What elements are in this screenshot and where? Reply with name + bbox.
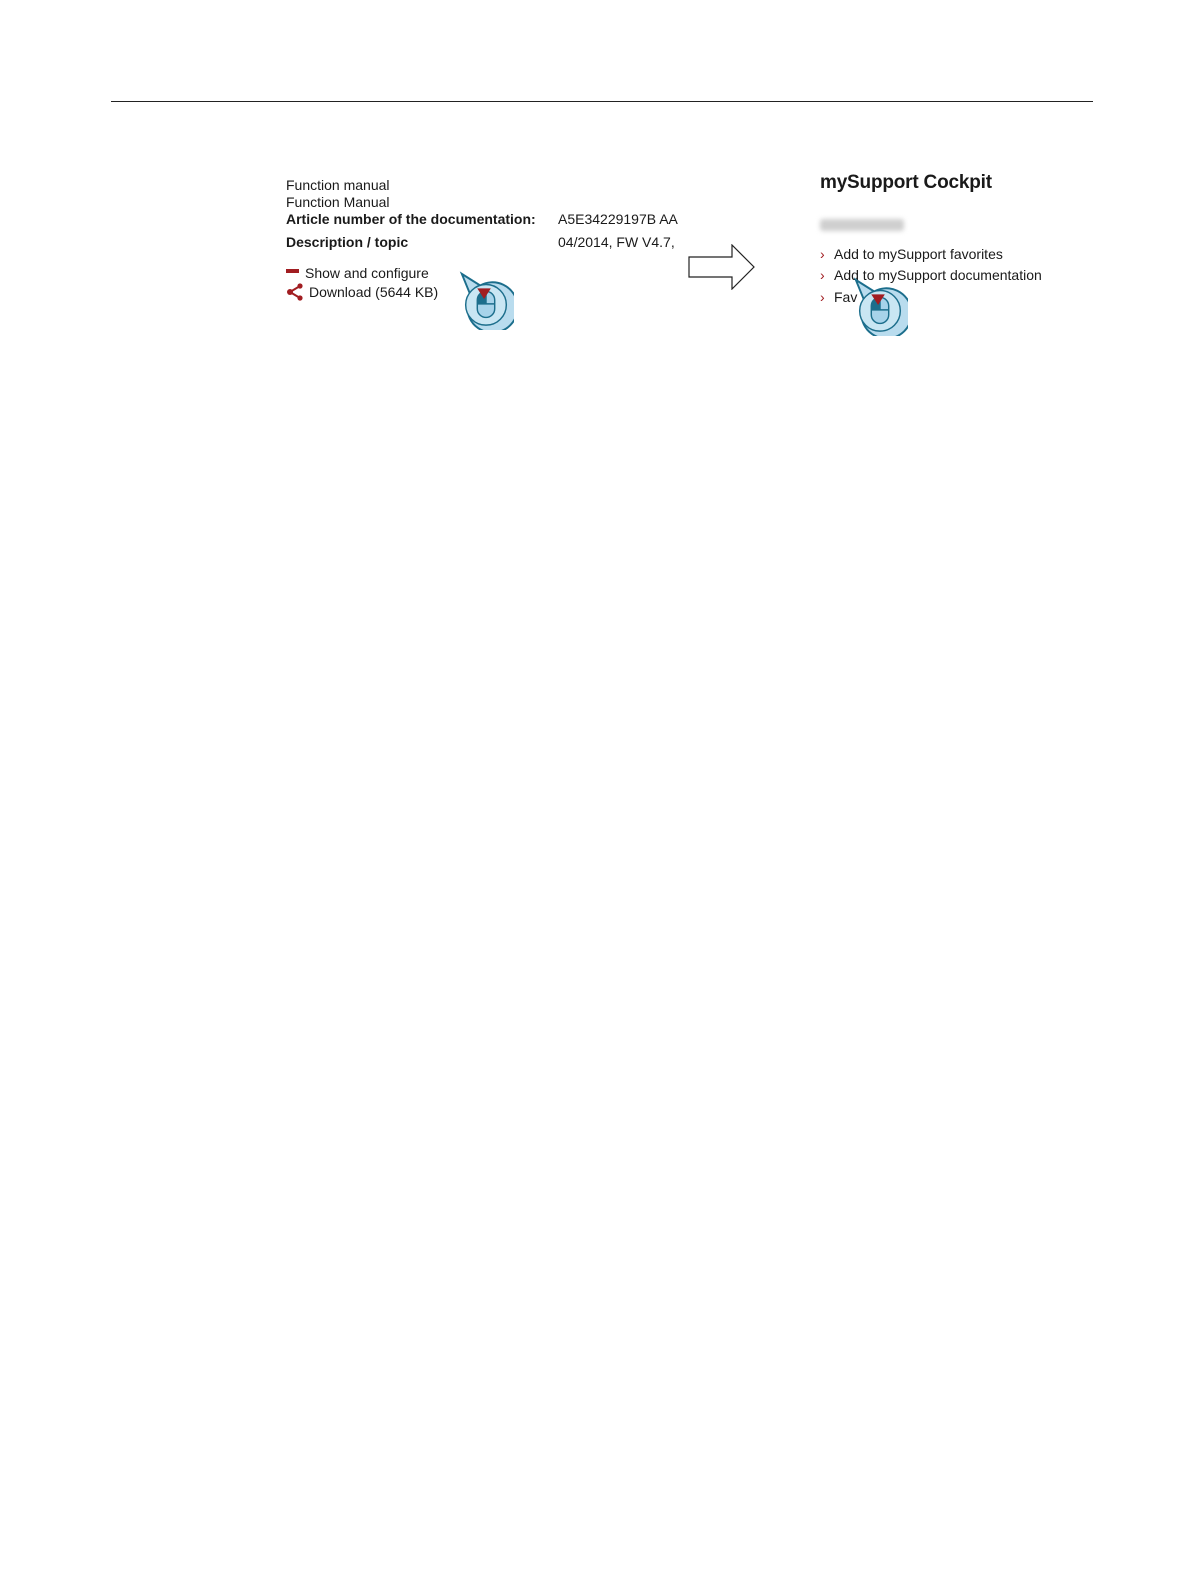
article-number-value: A5E34229197B AA: [558, 211, 678, 227]
chevron-right-icon: ›: [820, 267, 825, 283]
minus-icon: [286, 269, 299, 273]
download-label: Download (5644 KB): [309, 283, 439, 300]
share-icon: [286, 283, 304, 301]
download-link[interactable]: [286, 283, 438, 301]
chevron-right-icon: ›: [820, 246, 825, 262]
chevron-right-icon: ›: [820, 289, 825, 305]
description-label: Description / topic: [286, 234, 409, 250]
doc-type-line-1: Function manual: [286, 177, 390, 193]
description-value: 04/2014, FW V4.7,: [558, 234, 675, 250]
blurred-text: [820, 219, 904, 231]
right-arrow-icon: [688, 244, 756, 290]
doc-type-line-2: Function Manual: [286, 194, 390, 210]
header-rule: [111, 101, 1093, 102]
show-configure-label: Show and configure: [305, 265, 429, 281]
show-configure-link[interactable]: [286, 265, 429, 282]
mouse-click-icon: [852, 276, 908, 336]
mouse-click-icon: [458, 270, 514, 330]
add-favorites-link[interactable]: [820, 246, 1003, 263]
add-documentation-label: Add to mySupport documentation: [834, 267, 1042, 283]
article-number-label: Article number of the documentation:: [286, 211, 536, 227]
cockpit-title: mySupport Cockpit: [820, 172, 992, 193]
favorites-label: Fav: [834, 289, 858, 305]
add-favorites-label: Add to mySupport favorites: [834, 246, 1003, 262]
